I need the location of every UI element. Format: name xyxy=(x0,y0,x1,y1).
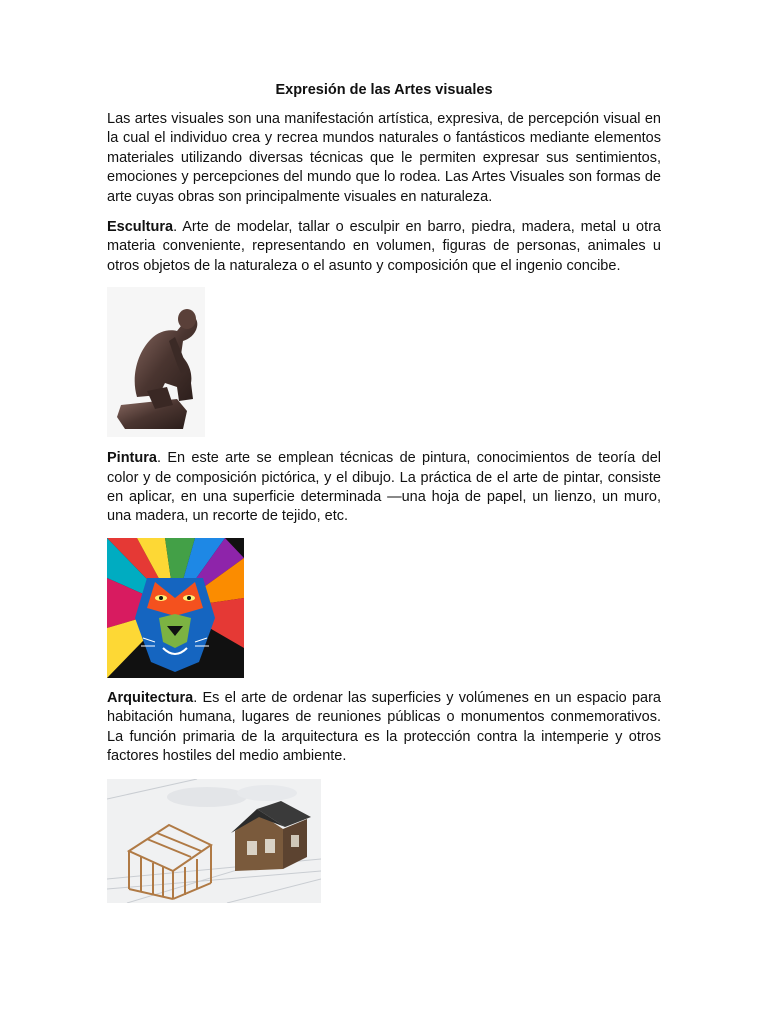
arquitectura-paragraph xyxy=(107,689,661,767)
escultura-term: Escultura xyxy=(107,219,174,236)
document-page xyxy=(107,80,661,903)
document-title: Expresión de las Artes visuales xyxy=(275,82,493,98)
intro-paragraph: Las artes visuales son una manifestación artística, expresiva, de percepción visual en la cual el individuo crea y recrea mundos naturales o fantásticos mediante elementos materiales utilizando diversas técnicas que le permiten expresar sus sentimientos, emociones y percepciones del mundo que lo rodea. Las Artes Visuales son formas de arte cuyas obras son principalmente visuales en naturaleza. xyxy=(107,111,661,205)
pintura-term: Pintura xyxy=(107,450,157,467)
pintura-paragraph xyxy=(107,449,661,527)
lion-painting-image xyxy=(107,538,244,678)
escultura-text: . Arte de modelar, tallar o esculpir en barro, piedra, madera, metal u otra materia conveniente, representando en volumen, figuras de personas, animales u otros objetos de la naturaleza o el asunto y composición que el ingenio concibe. xyxy=(107,219,661,274)
escultura-paragraph xyxy=(107,218,661,276)
pintura-text: . En este arte se emplean técnicas de pintura, conocimientos de teoría del color y de composición pictórica, y el dibujo. La práctica de el arte de pintar, consiste en aplicar, en una superficie determinada —una hoja de papel, un lienzo, un muro, una madera, un recorte de tejido, etc. xyxy=(107,450,661,525)
architecture-houses-image xyxy=(107,779,321,903)
arquitectura-term: Arquitectura xyxy=(107,689,194,706)
arquitectura-text: . Es el arte de ordenar las superficies y volúmenes en un espacio para habitación humana, lugares de reuniones públicas o monumentos conmemorativos. La función primaria de la arquitectura es la protección contra la intemperie y otros factores hostiles del medio ambiente. xyxy=(107,689,661,765)
thinker-sculpture-image xyxy=(107,287,205,437)
